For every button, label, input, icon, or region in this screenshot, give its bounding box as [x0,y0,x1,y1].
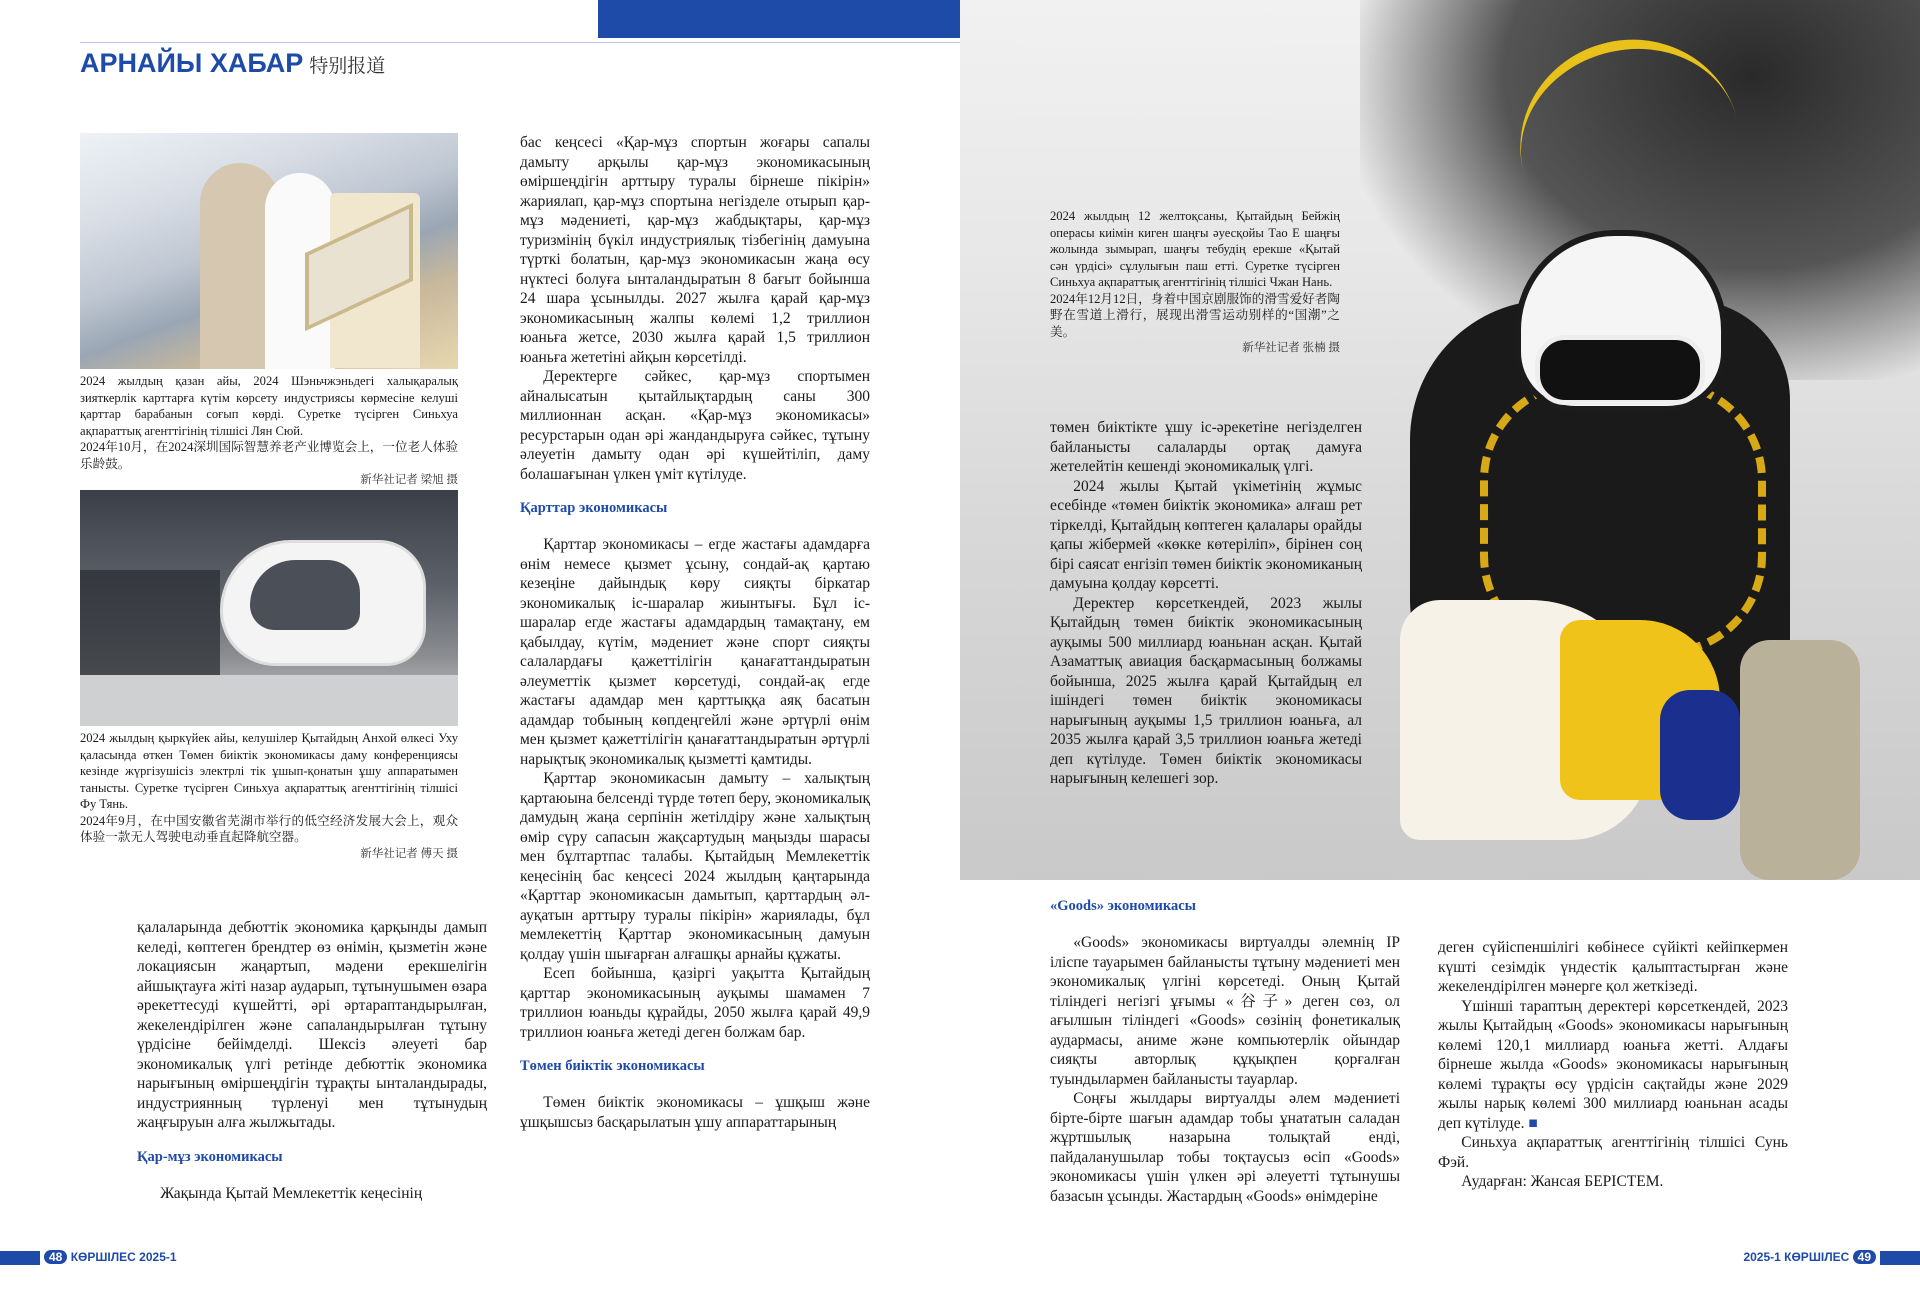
col2-paragraph-4: Қарттар экономикасын дамыту – халықтың қартаюына белсенді түрде төтеп беру, экономикалық дамудың жаңа серпінін жетілдіру және халықтың өмір сүру сапасын жақсартудың маңызды шарасы мен бұлтартпас талабы. Қытайдың Мемлекеттік кеңесінің бас кеңсесі 2024 жылдың қаңтарында «Қарттар экономикасын дамытып, қарттардың әл-ауқатын арттыру туралы пікірін» жариялады, бұл мемлекеттің Қарттар экономикасының дамуын қолдау үшін шығарған алғашқы арнайы құжаты. [520,770,870,963]
column-1 [137,918,487,1203]
col4-paragraph-2 [1438,997,1788,1134]
caption-1-credit: 新华社记者 梁旭 摄 [360,474,458,486]
footer-left [44,1250,177,1264]
col4-paragraph-1: деген сүйіспеншілігі көбінесе сүйікті кейіпкермен күшті сезімдік үндестік қалыптастырған және жекелендірілген мәнерге қол жеткізеді. [1438,939,1788,995]
col3-paragraph-2: 2024 жылы Қытай үкіметінің жұмыс есебінде «төмен биіктік экономика» алғаш рет тіркелді, Қытайдың көптеген қалалары орайды қапы жібермей «көкке көтеріліп», бірінен соң бірі саясат енгізіп төмен биіктік экономиканың дамуына қолдау көрсетті. [1050,477,1362,592]
caption-3-credit: 新华社记者 张楠 摄 [1242,342,1340,354]
section-title [80,48,385,79]
col2-paragraph-1: бас кеңсесі «Қар-мұз спортын жоғары сапалы дамыту арқылы қар-мұз экономикасының өміршеңдігін арттыру туралы бірнеше пікірін» жариялап, қар-мұз спортына негізделе отырып қар-мұз мәдениеті, қар-мұз жабдықтары, қар-мұз туризмінің бүкіл индустриялық тізбегінің дамуына түрткі болатын, қар-мұз экономикасын жаңа өсу нүктесі болуға ынталандыратын 8 бағыт бойынша 24 шара ұсынылды. 2027 жылға қарай қар-мұз экономикасының жалпы көлемі 1,2 триллион юаньға жетсе, 2030 жылға қарай 1,5 триллион юаньға жететіні айқын көрсетілді. [520,134,870,366]
header-rule [80,42,960,43]
caption-2-cn: 2024年9月，在中国安徽省芜湖市举行的低空经济发展大会上，观众体验一款无人驾驶电动垂直起降航空器。 [80,813,458,844]
page-number-right: 49 [1853,1250,1876,1264]
caption-photo-1 [80,373,458,489]
col2-paragraph-2: Деректерге сәйкес, қар-мұз спортымен айналысатын қытайлықтардың саны 300 миллионнан асқан. «Қар-мұз экономикасы» ресурстарын одан әрі жандандыруға сәйкес, тұтыну әлеуетін дамыту одан әрі күшейтіліп, даму болашағынан үлкен үміт күтілуде. [520,368,870,483]
col4-paragraph-2-text: Үшінші тараптың деректері көрсеткендей, 2023 жылы Қытайдың «Goods» экономикасы нарығының көлемі 120,1 миллиард юаньға жетті. Алдағы бірнеше жылда «Goods» экономикасы нарығының көлемі тұрақты өсу үрдісін сақтайды және 2029 жылы нарық көлемі 300 миллиард юаньнан асады деп күтілуде. [1438,997,1788,1132]
footer-left-text: КӨРШІЛЕС 2025-1 [70,1250,177,1264]
caption-1-cn: 2024年10月，在2024深圳国际智慧养老产业博览会上，一位老人体验乐龄鼓。 [80,440,458,471]
column-2 [520,133,870,1132]
column-3-upper [1050,418,1362,789]
col3-paragraph-3: Деректер көрсеткендей, 2023 жылы Қытайдың төмен биіктік экономикасының ауқымы 500 миллиард юаньнан асқан. Қытай Азаматтық авиация басқармасының болжамы бойынша, 2025 жылға қарай Қытайдың ел ішіндегі төмен биіктік экономикасы нарығының ауқымы 1,5 триллион юаньға, ал 2035 жылға қарай 3,5 триллион юаньға жетеді деп күтілуде. Төмен биіктік экономикасы нарығының келешегі зор. [1050,594,1362,787]
header-accent-bar [598,0,960,38]
photo-evtol-aircraft [80,490,458,726]
col4-paragraph-4: Аударған: Жансая БЕРІСТЕМ. [1461,1173,1664,1190]
photo-elderly-drum [80,133,458,369]
footer-bar-right [1880,1251,1920,1265]
heading-snow-ice-economy: Қар-мұз экономикасы [137,1148,283,1165]
caption-2-credit: 新华社记者 傅天 摄 [360,847,458,860]
caption-2-kz: 2024 жылдың қыркүйек айы, келушілер Қытайдың Анхой өлкесі Уху қаласында өткен Төмен биіктік экономикасы даму конференциясы кезінде жүргізушісіз электрлі тік ұшып-қонатын ұшу аппаратымен танысты. Суретке түсірген Синьхуа ақпараттық агенттігінің тілшісі Фу Тянь. [80,731,458,811]
column-3-lower [1050,898,1400,1206]
col2-paragraph-5: Есеп бойынша, қазіргі уақытта Қытайдың қарттар экономикасының ауқымы шамамен 7 триллион юаньды құрайды, 2050 жылға қарай 49,9 триллион юаньға жетеді деген болжам бар. [520,965,870,1041]
footer-bar-left [0,1251,40,1265]
col2-paragraph-3: Қарттар экономикасы – егде жастағы адамдарға өнім немесе қызмет ұсыну, сондай-ақ қартаю кезеңіне дайындық көру сияқты біркатар экономикалық іс-шаралар жиынтығы. Бұл іс-шаралар егде жастағы адамдардың тамақтану, ем қабылдау, күтім, мәдениет және спорт сияқты салалардағы қажеттілігін қанағаттандыратын әлеуметтік қызмет көрсетуді, сондай-ақ егде жастағы адамдар мен қарттыққа аяқ басатын адамдар тобының көпдеңгейлі және әртүрлі өнім мен қызмет қажеттілігін қанағаттандыратын әртүрлі нарықтық экономикалық қызметті қамтиды. [520,536,870,768]
col3-paragraph-4: «Goods» экономикасы виртуалды әлемнің IP іліспе тауарымен байланысты тұтыну мәдениеті мен экономикалық үлгіні көрсетеді. Оның Қытай тіліндегі негізгі ұғымы «谷子» деген сөз, ол ағылшын тіліндегі «Goods» сөзінің фонетикалық аудармасы, аниме және компьютерлік ойындар сияқты авторлық құқықпен қорғалған туындылармен байланысты тауарлар. [1050,934,1400,1088]
caption-3-kz: 2024 жылдың 12 желтоқсаны, Қытайдың Бейжің операсы киімін киген шаңғы әуесқойы Тао Е шаңғы жолында зымырап, шаңғы тебудің ерекше «Қытай сән үрдісі» сұлулығын паш етті. Суретке түсірген Синьхуа ақпараттық агенттігінің тілшісі Чжан Нань. [1050,209,1340,289]
caption-1-kz: 2024 жылдың қазан айы, 2024 Шэньчжэньдегі халықаралық зияткерлік карттарға күтім көрсету индустриясы көрмесіне келуші қарттар барабанын соғып көрді. Суретке түсірген Синьхуа ақпараттық агенттігінің тілшісі Лян Сюй. [80,374,458,438]
section-title-kz: АРНАЙЫ ХАБАР [80,48,304,78]
col1-paragraph-1: қалаларында дебюттік экономика қарқынды дамып келеді, көптеген брендтер өз өнімін, қызметін және локациясын жаңартып, мәдени ерекшелігін айшықтауға жіті назар аударып, тұтынушымен өзара әрекеттесуді күшейтті, әрі әртараптандырылған, жекелендірілген және сапаландырылған тұтыну үрдісіне бейімделді. Шексіз әлеуеті бар экономикалық үлгі ретінде дебюттік экономика нарығының өміршеңдігін тұрақты ынталандырады, индустриянның түрленуі мен тұтынудың жаңғыруын алға жылжытады. [137,919,487,1131]
heading-goods-economy: «Goods» экономикасы [1050,898,1196,914]
page-number-left: 48 [44,1250,67,1264]
end-mark: ■ [1528,1114,1538,1132]
section-title-cn: 特别报道 [309,56,386,77]
heading-silver-economy: Қарттар экономикасы [520,500,668,516]
caption-photo-3 [1050,208,1340,357]
column-4 [1438,938,1788,1192]
col1-paragraph-2: Жақында Қытай Мемлекеттік кеңесінің [160,1184,423,1202]
col3-paragraph-5: Соңғы жылдары виртуалды әлем мәдениеті біртe-біртe шағын адамдар тобы ұнататын саладан жұртшылық назарына толықтай енді, пайдаланушылар тобы тоқтаусыз өсіп «Goods» экономикасы үшін үлкен әрі әлеуетті тұтынушы базасын ұсынды. Жастардың «Goods» өнімдеріне [1050,1090,1400,1205]
footer-right [1743,1250,1876,1264]
footer-right-text: 2025-1 КӨРШІЛЕС [1743,1250,1850,1264]
heading-low-altitude-economy: Төмен биіктік экономикасы [520,1058,705,1074]
caption-3-cn: 2024年12月12日，身着中国京剧服饰的滑雪爱好者陶野在雪道上滑行，展现出滑雪运动别样的“国潮”之美。 [1050,291,1340,339]
caption-photo-2 [80,730,458,862]
col4-paragraph-3: Синьхуа ақпараттық агенттігінің тілшісі Сунь Фэй. [1438,1134,1788,1171]
col2-paragraph-6: Төмен биіктік экономикасы – ұшқыш және ұшқышсыз басқарылатын ұшу аппараттарының [520,1094,870,1131]
col3-paragraph-1: төмен биіктікте ұшу іс-әрекетіне негізделген байланысты салаларды ортақ дамуға жетелейтін кешенді экономикалық үлгі. [1050,419,1362,475]
